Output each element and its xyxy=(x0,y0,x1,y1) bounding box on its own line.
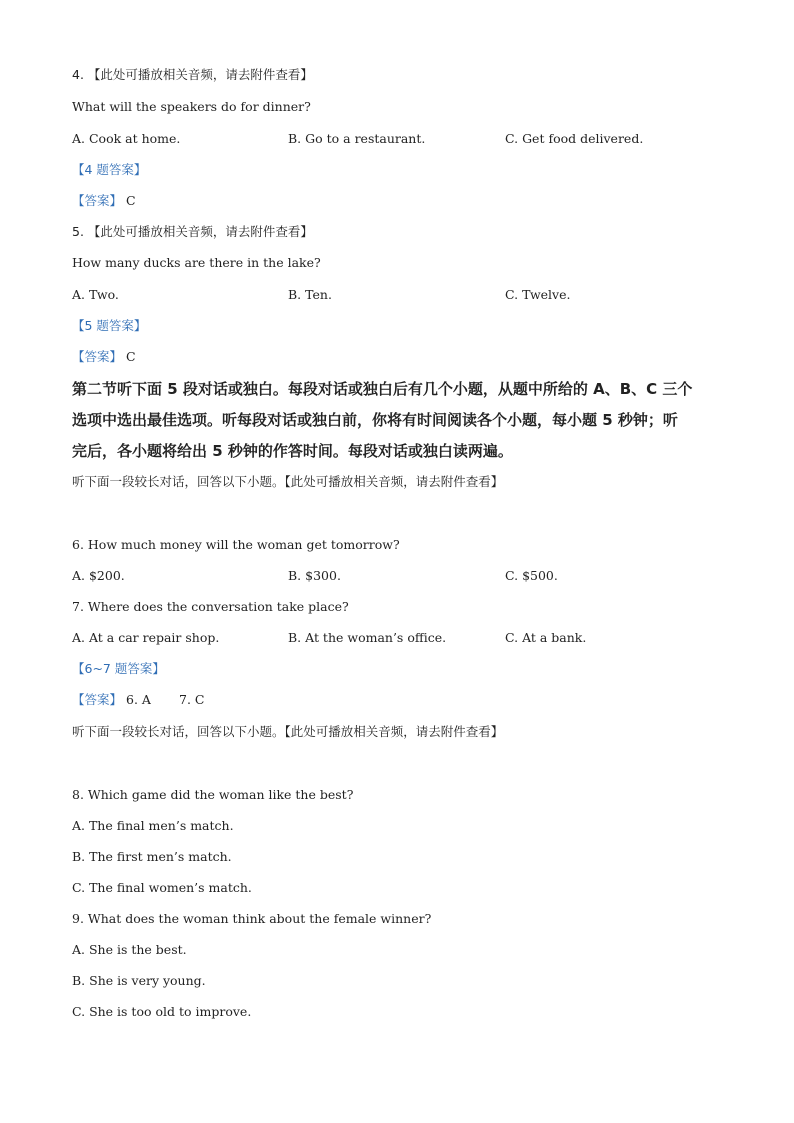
q5-answer xyxy=(72,349,136,365)
q5-answer-value: C xyxy=(126,349,136,364)
q4-option-a: A. Cook at home. xyxy=(72,131,181,146)
q6-options xyxy=(72,568,772,584)
q5-option-c: C. Twelve. xyxy=(505,287,571,302)
q4-answer-section: 【4 题答案】 xyxy=(72,162,147,177)
q4-option-b: B. Go to a restaurant. xyxy=(288,131,426,146)
q5-option-b: B. Ten. xyxy=(288,287,332,302)
q4-answer-tag: 【答案】 xyxy=(72,193,123,208)
q6-option-b: B. $300. xyxy=(288,568,341,583)
q8-question: 8. Which game did the woman like the best? xyxy=(72,787,354,802)
q67-answer-section: 【6~7 题答案】 xyxy=(72,661,165,676)
q8-option-a: A. The final men’s match. xyxy=(72,818,234,833)
q4-options xyxy=(72,131,772,147)
q67-answer-7: 7. C xyxy=(179,692,205,707)
q8-option-c: C. The final women’s match. xyxy=(72,880,252,895)
q9-option-b: B. She is very young. xyxy=(72,973,206,988)
q7-options xyxy=(72,630,772,646)
q67-answer xyxy=(72,692,772,708)
q4-answer xyxy=(72,193,136,209)
instruction-2: 听下面一段较长对话，回答以下小题。【此处可播放相关音频，请去附件查看】 xyxy=(72,724,504,739)
q7-option-a: A. At a car repair shop. xyxy=(72,630,220,645)
q5-options xyxy=(72,287,772,303)
section2-line-1: 第二节听下面 5 段对话或独白。每段对话或独白后有几个小题，从题中所给的 A、B、C 三个 xyxy=(72,380,693,398)
q5-answer-section: 【5 题答案】 xyxy=(72,318,147,333)
q4-answer-value: C xyxy=(126,193,136,208)
section2-line-3: 完后，各小题将给出 5 秒钟的作答时间。每段对话或独白读两遍。 xyxy=(72,442,513,460)
q4-question: What will the speakers do for dinner? xyxy=(72,99,311,114)
q67-answer-6: 6. A xyxy=(126,692,151,707)
section2-instruction: 听下面一段较长对话，回答以下小题。【此处可播放相关音频，请去附件查看】 xyxy=(72,474,504,489)
q7-option-b: B. At the woman’s office. xyxy=(288,630,447,645)
q8-option-b: B. The first men’s match. xyxy=(72,849,232,864)
q5-answer-tag: 【答案】 xyxy=(72,349,123,364)
q6-option-c: C. $500. xyxy=(505,568,558,583)
q4-option-c: C. Get food delivered. xyxy=(505,131,644,146)
q9-option-a: A. She is the best. xyxy=(72,942,187,957)
q6-question: 6. How much money will the woman get tomorrow? xyxy=(72,537,400,552)
q5-header: 5. 【此处可播放相关音频，请去附件查看】 xyxy=(72,224,313,239)
q7-option-c: C. At a bank. xyxy=(505,630,587,645)
q5-question: How many ducks are there in the lake? xyxy=(72,255,321,270)
q4-header: 4. 【此处可播放相关音频，请去附件查看】 xyxy=(72,67,313,82)
q67-answer-tag: 【答案】 xyxy=(72,692,123,707)
q6-option-a: A. $200. xyxy=(72,568,125,583)
q5-option-a: A. Two. xyxy=(72,287,119,302)
q9-question: 9. What does the woman think about the female winner? xyxy=(72,911,432,926)
q9-option-c: C. She is too old to improve. xyxy=(72,1004,252,1019)
q7-question: 7. Where does the conversation take place? xyxy=(72,599,349,614)
section2-line-2: 选项中选出最佳选项。听每段对话或独白前，你将有时间阅读各个小题，每小题 5 秒钟；听 xyxy=(72,411,678,429)
